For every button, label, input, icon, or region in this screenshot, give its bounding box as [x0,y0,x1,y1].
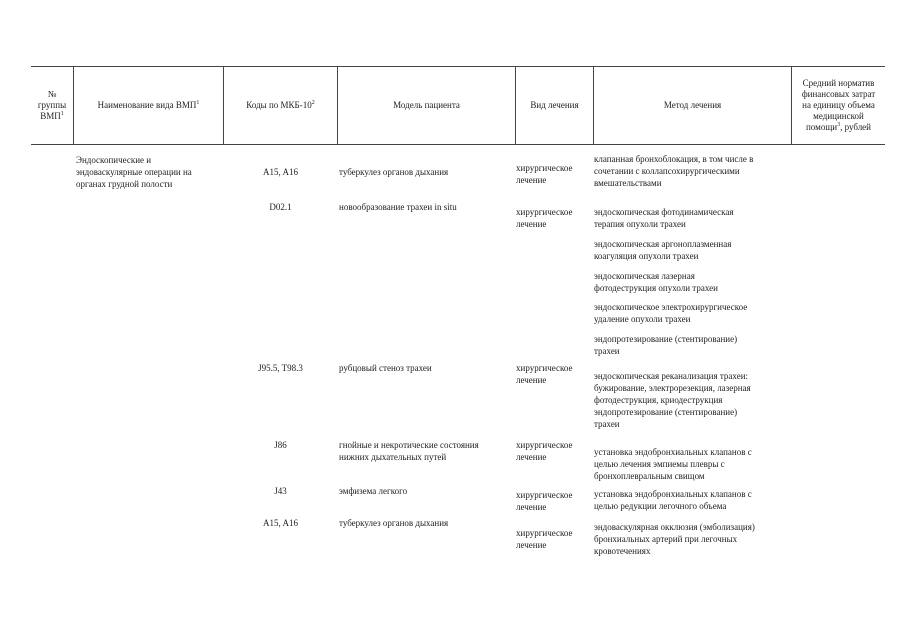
treatment-method-line: эндопротезирование (стентирование) [594,407,738,417]
patient-model: туберкулез органов дыхания [339,167,449,177]
vmp-name-line: Эндоскопические и [76,155,152,165]
icd-codes: A15, A16 [262,167,298,177]
treatment-method-line: эндоскопическая аргоноплазменная [594,239,732,249]
treatment-method-line: фотодеструкция опухоли трахеи [594,283,718,293]
footnote-mark: 1 [196,99,200,106]
patient-model: нижних дыхательных путей [339,452,447,462]
treatment-type: лечение [516,219,547,229]
vmp-name-line: органах грудной полости [76,179,173,189]
treatment-method-line: установка эндобронхиальных клапанов с [594,447,752,457]
treatment-type: хирургическое [516,163,573,173]
treatment-type: хирургическое [516,363,573,373]
treatment-method-line: сочетании с коллапсохирургическими [594,166,740,176]
header-vmp-name [74,66,223,144]
treatment-method-line: трахеи [594,419,620,429]
treatment-method-line: эндоскопическая реканализация трахеи: [594,371,749,381]
header-bottom-border [31,144,885,145]
patient-model: гнойные и некротические состояния [339,440,479,450]
header-treatment-type [516,66,593,144]
footnote-mark: 1 [60,110,64,117]
header-group-number [31,66,73,144]
header-num-line: № [47,88,57,99]
treatment-method-line: установка эндобронхиальных клапанов с [594,489,752,499]
header-cost-line: , рублей [840,121,871,132]
treatment-method-line: бужирование, электрорезекция, лазерная [594,383,751,393]
treatment-method-line: эндоскопическая фотодинамическая [594,207,734,217]
icd-codes: J95.5, T98.3 [258,363,303,373]
treatment-method-line: эндоскопическая лазерная [594,271,695,281]
treatment-method-line: вмешательствами [594,178,662,188]
header-cost-line: на единицу объема [802,99,875,110]
treatment-type: хирургическое [516,528,573,538]
treatment-method-line: эндоскопическое электрохирургическое [594,302,748,312]
treatment-method-line: целью редукции легочного объема [594,501,727,511]
header-num-line: ВМП [40,110,61,121]
treatment-method-line: эндопротезирование (стентирование) [594,334,738,344]
treatment-method-line: фотодеструкция, криодеструкция [594,395,723,405]
icd-codes: J86 [274,440,287,450]
vmp-name-line: эндоваскулярные операции на [76,167,192,177]
treatment-type: хирургическое [516,440,573,450]
treatment-type: хирургическое [516,490,573,500]
treatment-method-line: кровотечениях [594,546,651,556]
header-type-text: Вид лечения [530,99,579,110]
header-name-text: Наименование вида ВМП [97,99,197,110]
treatment-method-line: терапия опухоли трахеи [594,219,686,229]
header-model-text: Модель пациента [393,99,460,110]
header-codes-text: Коды по МКБ-10 [246,99,312,110]
footnote-mark: 3 [837,121,841,128]
treatment-method-line: удаление опухоли трахеи [594,314,691,324]
treatment-method-line: эндоваскулярная окклюзия (эмболизация) [594,522,755,532]
header-num-line: группы [37,99,67,110]
header-method-text: Метод лечения [663,99,722,110]
treatment-type: хирургическое [516,207,573,217]
icd-codes: J43 [274,486,287,496]
header-treatment-method [594,66,791,144]
header-cost-line: Средний норматив [802,77,875,88]
header-patient-model [338,66,515,144]
treatment-type: лечение [516,540,547,550]
treatment-method-line: коагуляция опухоли трахеи [594,251,699,261]
header-cost-line: финансовых затрат [801,88,876,99]
header-icd-codes [224,66,337,144]
treatment-method-line: бронхоплевральным свищом [594,471,705,481]
treatment-type: лечение [516,175,547,185]
treatment-type: лечение [516,452,547,462]
patient-model: туберкулез органов дыхания [339,518,449,528]
treatment-method-line: целью лечения эмпиемы плевры с [594,459,725,469]
footnote-mark: 2 [311,99,315,106]
treatment-method-line: трахеи [594,346,620,356]
header-average-cost [792,66,885,144]
header-cost-line: медицинской [813,110,864,121]
icd-codes: D02.1 [269,202,292,212]
treatment-type: лечение [516,375,547,385]
header-cost-line: помощи [805,121,838,132]
patient-model: рубцовый стеноз трахеи [339,363,432,373]
treatment-type: лечение [516,502,547,512]
patient-model: новообразование трахеи in situ [339,202,457,212]
icd-codes: A15, A16 [262,518,298,528]
treatment-method-line: бронхиальных артерий при легочных [594,534,738,544]
patient-model: эмфизема легкого [339,486,408,496]
treatment-method-line: клапанная бронхоблокация, в том числе в [594,154,754,164]
